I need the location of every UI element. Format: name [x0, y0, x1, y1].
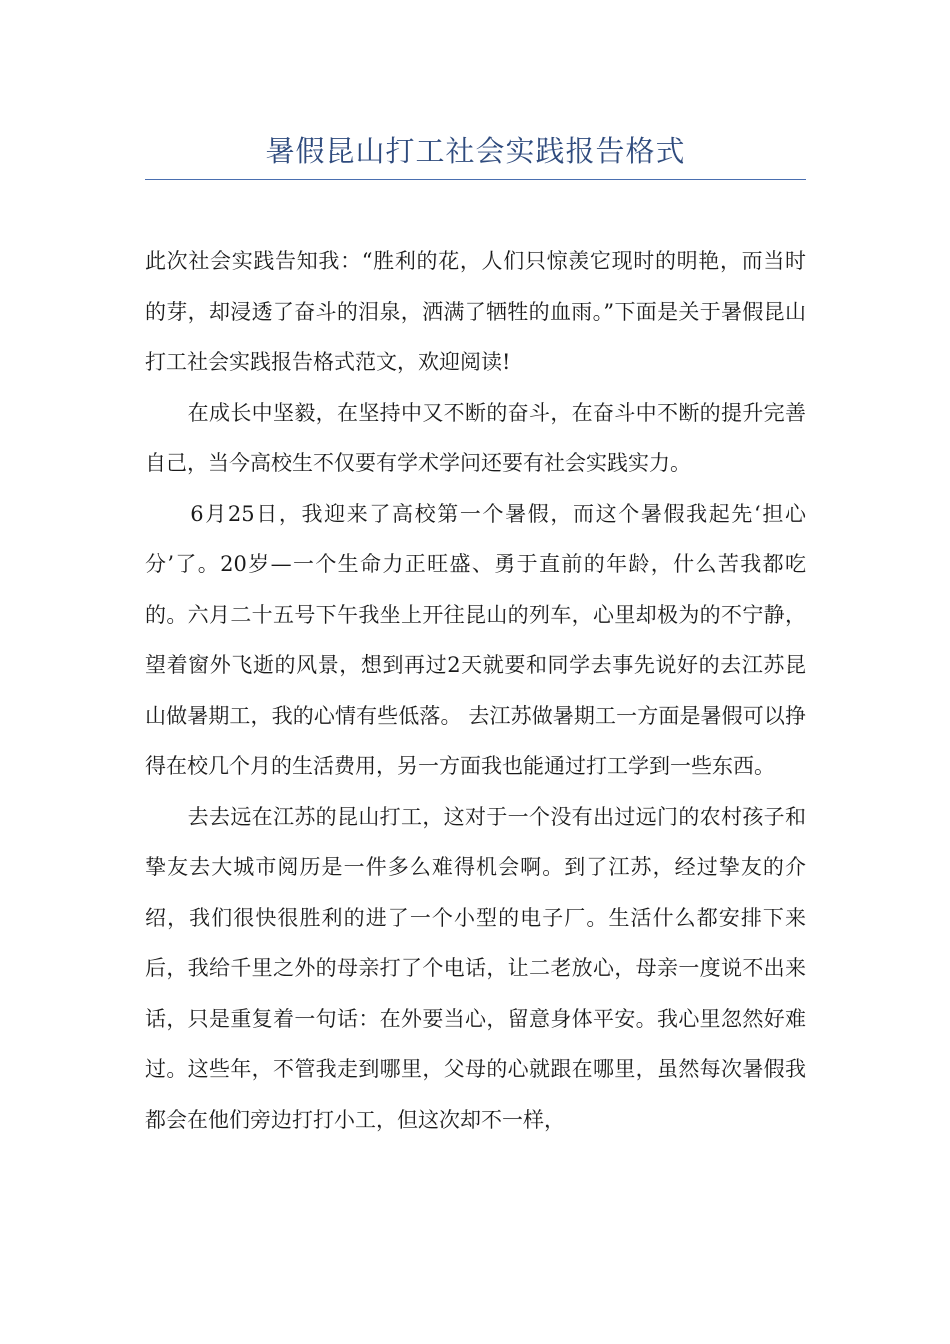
title-underline	[145, 179, 806, 180]
paragraph-intro: 此次社会实践告知我：“胜利的花，人们只惊羡它现时的明艳，而当时的芽，却浸透了奋斗的泪泉，洒满了牺牲的血雨。”下面是关于暑假昆山打工社会实践报告格式范文，欢迎阅读!	[145, 249, 806, 374]
paragraph-3: 6月25日，我迎来了高校第一个暑假，而这个暑假我起先‘担心分’了。20岁—一个生命力正旺盛、勇于直前的年龄，什么苦我都吃的。六月二十五号下午我坐上开往昆山的列车，心里却极为的不宁静，望着窗外飞逝的风景，想到再过2天就要和同学去事先说好的去江苏昆山做暑期工，我的心情有些低落。 去江苏做暑期工一方面是暑假可以挣得在校几个月的生活费用，另一方面我也能通过打工学到一些东西。	[145, 501, 806, 778]
paragraph-4: 去去远在江苏的昆山打工，这对于一个没有出过远门的农村孩子和挚友去大城市阅历是一件多么难得机会啊。到了江苏，经过挚友的介绍，我们很快很胜利的进了一个小型的电子厂。生活什么都安排下来后，我给千里之外的母亲打了个电话，让二老放心，母亲一度说不出来话，只是重复着一句话：在外要当心，留意身体平安。我心里忽然好难过。这些年，不管我走到哪里，父母的心就跟在哪里，虽然每次暑假我都会在他们旁边打打小工，但这次却不一样，	[145, 804, 806, 1132]
paragraph-2: 在成长中坚毅，在坚持中又不断的奋斗，在奋斗中不断的提升完善自己，当今高校生不仅要有学术学问还要有社会实践实力。	[145, 400, 806, 475]
document-title: 暑假昆山打工社会实践报告格式	[265, 134, 686, 168]
document-body	[145, 236, 806, 1145]
